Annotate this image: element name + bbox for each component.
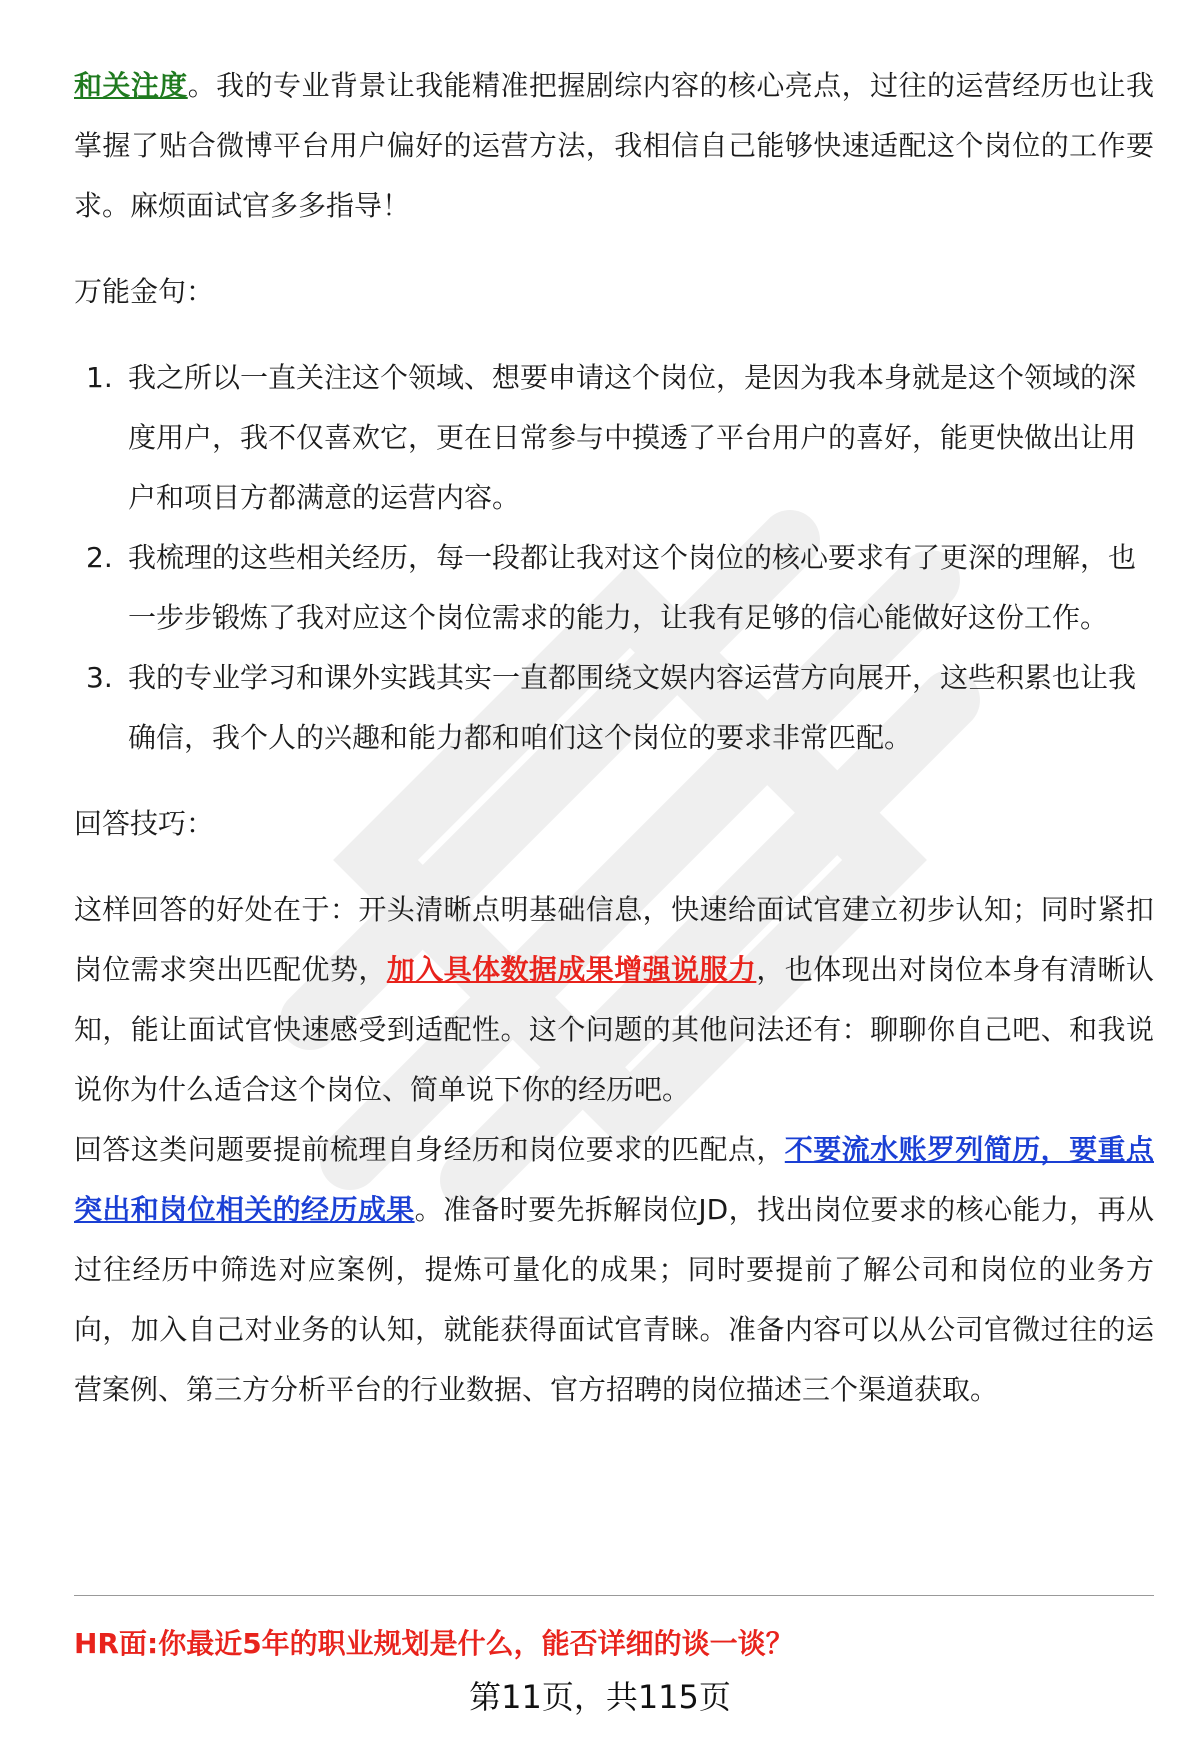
intro-text: 。我的专业背景让我能精准把握剧综内容的核心亮点，过往的运营经历也让我掌握了贴合微博平台用户偏好的运营方法，我相信自己能够快速适配这个岗位的工作要求。麻烦面试官多多指导！ [74, 69, 1154, 222]
list-item-text: 我的专业学习和课外实践其实一直都围绕文娱内容运营方向展开，这些积累也让我确信，我个人的兴趣和能力都和咱们这个岗位的要求非常匹配。 [128, 661, 1137, 754]
list-item [74, 348, 1154, 528]
tips-paragraph-2 [74, 1120, 1154, 1420]
tips-p1-after: ，也体现出对岗位本身有清晰认知，能让面试官快速感受到适配性。这个问题的其他问法还有：聊聊你自己吧、和我说说你为什么适合这个岗位、简单说下你的经历吧。 [74, 953, 1154, 1106]
section-divider [74, 1595, 1154, 1596]
golden-sentences-heading: 万能金句： [74, 275, 215, 308]
tips-paragraph-1 [74, 880, 1154, 1120]
tips-p2-after: 。准备时要先拆解岗位JD，找出岗位要求的核心能力，再从过往经历中筛选对应案例，提炼可量化的成果；同时要提前了解公司和岗位的业务方向，加入自己对业务的认知，就能获得面试官青睐。准备内容可以从公司官微过往的运营案例、第三方分析平台的行业数据、官方招聘的岗位描述三个渠道获取。 [74, 1193, 1154, 1406]
list-item-text: 我梳理的这些相关经历，每一段都让我对这个岗位的核心要求有了更深的理解，也一步步锻炼了我对应这个岗位需求的能力，让我有足够的信心能做好这份工作。 [128, 541, 1137, 634]
tips-p2-highlight: 不要流水账罗列简历，要重点突出和岗位相关的经历成果 [74, 1133, 1154, 1226]
tips-p1-highlight: 加入具体数据成果增强说服力 [386, 953, 757, 986]
intro-paragraph [74, 56, 1154, 236]
document-body [74, 56, 1154, 1420]
page-footer: 第11页，共115页 [469, 1678, 731, 1716]
tips-heading: 回答技巧： [74, 807, 215, 840]
list-number: 3. [86, 661, 113, 694]
tips-p1-before: 这样回答的好处在于：开头清晰点明基础信息，快速给面试官建立初步认知；同时紧扣岗位需求突出匹配优势， [74, 893, 1154, 986]
list-number: 2. [86, 541, 113, 574]
list-item-text: 我之所以一直关注这个领域、想要申请这个岗位，是因为我本身就是这个领域的深度用户，我不仅喜欢它，更在日常参与中摸透了平台用户的喜好，能更快做出让用户和项目方都满意的运营内容。 [128, 361, 1137, 514]
golden-sentences-list [74, 348, 1154, 768]
list-item [74, 648, 1154, 768]
list-item [74, 528, 1154, 648]
hr-question-heading: HR面:你最近5年的职业规划是什么，能否详细的谈一谈？ [74, 1627, 794, 1660]
tips-p2-before: 回答这类问题要提前梳理自身经历和岗位要求的匹配点， [74, 1133, 785, 1166]
list-number: 1. [86, 361, 113, 394]
intro-highlight: 和关注度 [74, 69, 188, 102]
